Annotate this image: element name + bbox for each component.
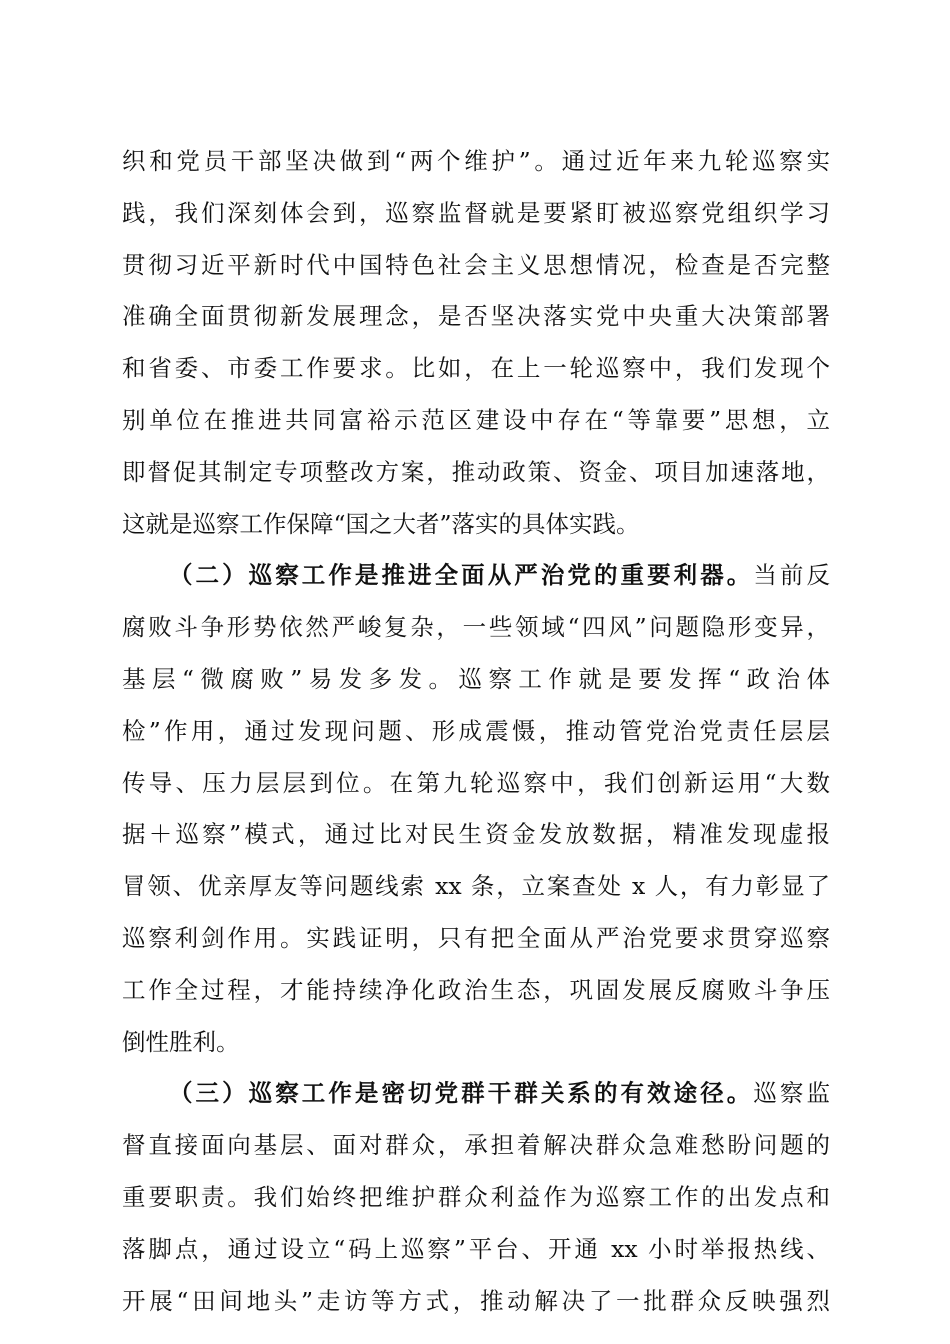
text-line: 冒领、优亲厚友等问题线索 xx 条，立案查处 x 人，有力彰显了 <box>122 872 830 901</box>
text-line: 织和党员干部坚决做到“两个维护”。通过近年来九轮巡察实 <box>122 147 830 175</box>
text-line: （三）巡察工作是密切党群干群关系的有效途径。巡察监 <box>169 1079 830 1108</box>
text-line: 倒性胜利。 <box>122 1027 240 1056</box>
paragraph-3 <box>122 1071 830 1330</box>
text-line: 落脚点，通过设立“码上巡察”平台、开通 xx 小时举报热线、 <box>122 1234 830 1263</box>
section-heading: （二）巡察工作是推进全面从严治党的重要利器。 <box>169 561 754 590</box>
text-line: 即督促其制定专项整改方案，推动政策、资金、项目加速落地， <box>122 457 830 486</box>
text-line: 准确全面贯彻新发展理念，是否坚决落实党中央重大决策部署 <box>122 302 830 331</box>
text-line: 腐败斗争形势依然严峻复杂，一些领域“四风”问题隐形变异， <box>122 613 830 642</box>
text-line: 工作全过程，才能持续净化政治生态，巩固发展反腐败斗争压 <box>122 975 830 1004</box>
document-body <box>122 139 830 1330</box>
section-heading: （三）巡察工作是密切党群干群关系的有效途径。 <box>169 1079 754 1108</box>
text-line: 传导、压力层层到位。在第九轮巡察中，我们创新运用“大数 <box>122 768 830 797</box>
text-line: （二）巡察工作是推进全面从严治党的重要利器。当前反 <box>169 561 830 590</box>
text-line: 开展“田间地头”走访等方式，推动解决了一批群众反映强烈 <box>122 1286 830 1315</box>
text-line: 这就是巡察工作保障“国之大者”落实的具体实践。 <box>122 509 640 538</box>
paragraph-1 <box>122 139 830 553</box>
paragraph-2 <box>122 553 830 1071</box>
text-line: 和省委、市委工作要求。比如，在上一轮巡察中，我们发现个 <box>122 354 830 383</box>
text-line: 基层“微腐败”易发多发。巡察工作就是要发挥“政治体 <box>122 664 830 693</box>
text-line: 巡察利剑作用。实践证明，只有把全面从严治党要求贯穿巡察 <box>122 923 830 952</box>
text-line: 别单位在推进共同富裕示范区建设中存在“等靠要”思想，立 <box>122 405 830 434</box>
text-line: 据＋巡察”模式，通过比对民生资金发放数据，精准发现虚报 <box>122 820 830 849</box>
text-line: 重要职责。我们始终把维护群众利益作为巡察工作的出发点和 <box>122 1182 830 1211</box>
text-line: 践，我们深刻体会到，巡察监督就是要紧盯被巡察党组织学习 <box>122 198 830 227</box>
text-line: 检”作用，通过发现问题、形成震慑，推动管党治党责任层层 <box>122 716 830 745</box>
text-line: 督直接面向基层、面对群众，承担着解决群众急难愁盼问题的 <box>122 1131 830 1160</box>
text-line: 贯彻习近平新时代中国特色社会主义思想情况，检查是否完整 <box>122 250 830 279</box>
